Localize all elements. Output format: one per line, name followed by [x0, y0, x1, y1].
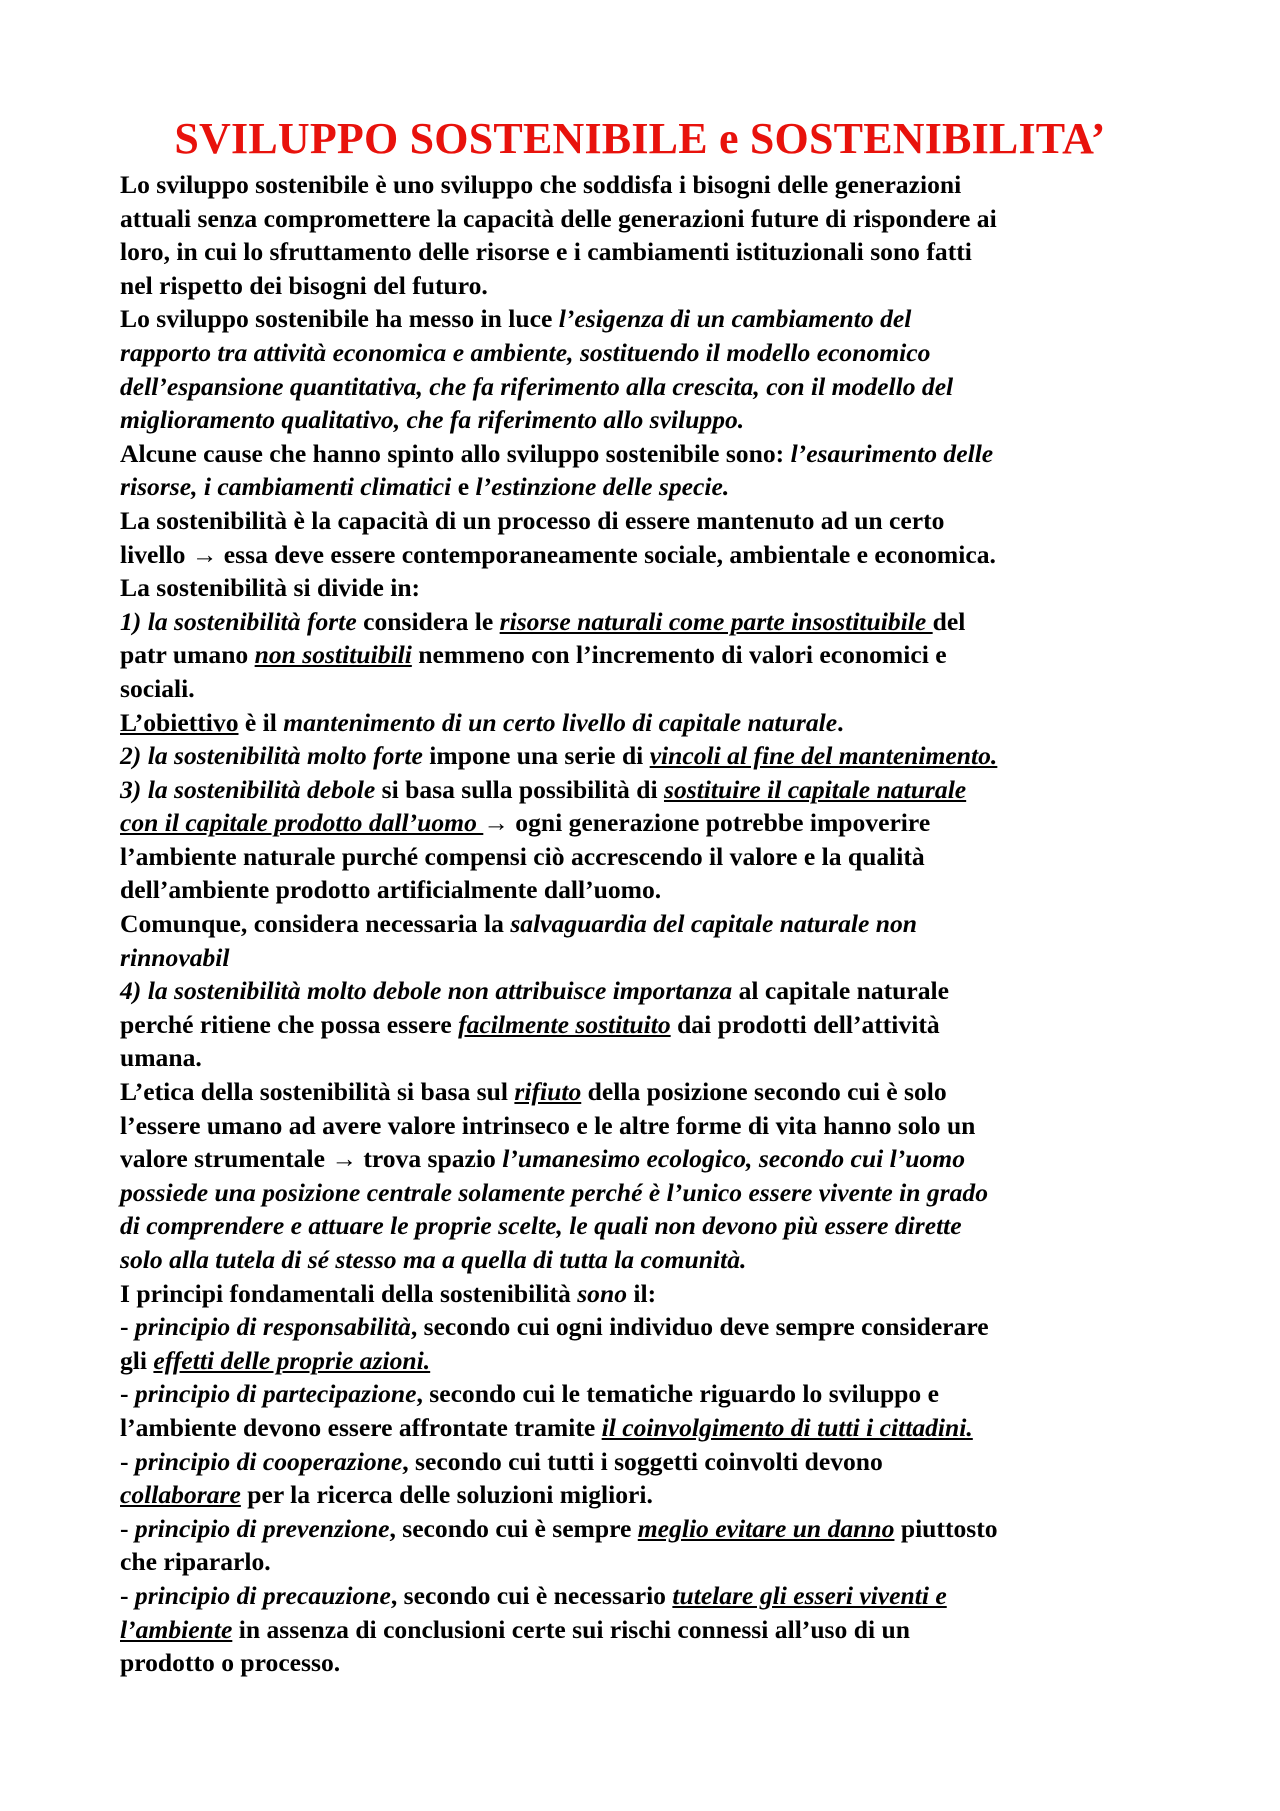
text-line: [120, 1377, 1160, 1411]
italic-text: possiede una posizione centrale solamente perché è l’unico essere vivente in grado: [120, 1177, 988, 1207]
text-segment: che ripararlo.: [120, 1547, 271, 1577]
text-segment: l’ambiente naturale purché compensi ciò accrescendo il valore e la qualità: [120, 841, 925, 871]
text-segment: Comunque, considera necessaria la: [120, 909, 511, 939]
italic-text: di comprendere e attuare le proprie scelte, le quali non devono più essere dirette: [120, 1211, 962, 1241]
text-segment: per la ricerca delle soluzioni migliori.: [240, 1480, 653, 1510]
text-segment: livello → essa deve essere contemporaneamente sociale, ambientale e economica.: [120, 539, 996, 569]
italic-text: l’esaurimento delle: [790, 438, 994, 468]
text-line: [120, 571, 1160, 605]
text-line: [120, 773, 1160, 807]
text-line: [120, 873, 1160, 907]
text-segment: -: [120, 1580, 135, 1610]
text-segment: , secondo cui le tematiche riguardo lo sviluppo e: [416, 1379, 939, 1409]
text-line: [120, 739, 1160, 773]
text-segment: -: [120, 1513, 135, 1543]
text-line: [120, 336, 1160, 370]
text-segment: , secondo cui è sempre: [389, 1513, 638, 1543]
italic-text: dell’espansione quantitativa, che fa riferimento alla crescita, con il modello del: [120, 371, 954, 401]
italic-text: principio di precauzione: [134, 1580, 391, 1610]
text-line: [120, 840, 1160, 874]
text-segment: e: [451, 472, 476, 502]
text-segment: , secondo cui ogni individuo deve sempre considerare: [410, 1312, 989, 1342]
text-line: [120, 235, 1160, 269]
document-body: [120, 168, 1160, 1680]
text-line: [120, 638, 1160, 672]
underlined-text: collaborare: [120, 1480, 241, 1510]
italic-text: sono: [577, 1278, 627, 1308]
text-segment: , secondo cui è necessario: [390, 1580, 673, 1610]
text-segment: attuali senza compromettere la capacità delle generazioni future di rispondere ai: [120, 203, 997, 233]
italic-text: mantenimento di un certo livello di capitale naturale: [283, 707, 838, 737]
italic-text: l’estinzione delle specie.: [475, 472, 730, 502]
text-line: [120, 1277, 1160, 1311]
text-segment: La sostenibilità è la capacità di un processo di essere mantenuto ad un certo: [120, 505, 945, 535]
text-segment: -: [120, 1312, 135, 1342]
text-line: [120, 1545, 1160, 1579]
text-segment: loro, in cui lo sfruttamento delle risorse e i cambiamenti istituzionali sono fatti: [120, 237, 972, 267]
italic-text: rapporto tra attività economica e ambiente, sostituendo il modello economico: [120, 337, 931, 367]
italic-text: 2) la sostenibilità molto forte: [120, 741, 423, 771]
text-line: [120, 605, 1160, 639]
underlined-text: con il capitale prodotto dall’uomo: [120, 808, 484, 838]
text-segment: valore strumentale → trova spazio: [120, 1144, 503, 1174]
text-segment: perché ritiene che possa essere: [120, 1009, 459, 1039]
underlined-text: sostituire il capitale naturale: [663, 774, 967, 804]
text-segment: l’essere umano ad avere valore intrinseco e le altre forme di vita hanno solo un: [120, 1110, 976, 1140]
text-line: [120, 1411, 1160, 1445]
text-line: [120, 1613, 1160, 1647]
italic-text: risorse, i cambiamenti climatici: [120, 472, 452, 502]
text-line: [120, 1142, 1160, 1176]
text-segment: gli: [120, 1345, 154, 1375]
text-segment: è il: [238, 707, 284, 737]
underlined-text: risorse naturali come parte insostituibile: [499, 606, 933, 636]
text-segment: patr umano: [120, 640, 255, 670]
text-line: [120, 437, 1160, 471]
text-segment: dell’ambiente prodotto artificialmente dall’uomo.: [120, 875, 662, 905]
text-line: [120, 1344, 1160, 1378]
underlined-text: effetti delle proprie azioni.: [153, 1345, 431, 1375]
text-line: [120, 1579, 1160, 1613]
text-segment: umana.: [120, 1043, 202, 1073]
text-segment: l’ambiente devono essere affrontate tramite: [120, 1412, 602, 1442]
underlined-text: meglio evitare un danno: [637, 1513, 895, 1543]
text-segment: dai prodotti dell’attività: [670, 1009, 940, 1039]
text-line: [120, 1646, 1160, 1680]
text-segment: nemmeno con l’incremento di valori economici e: [411, 640, 947, 670]
underlined-text: tutelare gli esseri viventi e: [672, 1580, 947, 1610]
text-segment: I principi fondamentali della sostenibilità: [120, 1278, 578, 1308]
text-line: [120, 1176, 1160, 1210]
text-segment: → ogni generazione potrebbe impoverire: [483, 808, 931, 838]
italic-text: miglioramento qualitativo, che fa riferimento allo sviluppo.: [120, 405, 745, 435]
italic-text: rinnovabil: [120, 942, 230, 972]
text-segment: sociali.: [120, 673, 195, 703]
italic-text: principio di partecipazione: [134, 1379, 417, 1409]
underlined-text: non sostituibili: [254, 640, 412, 670]
underlined-text: rifiuto: [514, 1077, 582, 1107]
text-segment: Alcune cause che hanno spinto allo sviluppo sostenibile sono:: [120, 438, 791, 468]
document-page: [120, 112, 1160, 1680]
text-segment: L’etica della sostenibilità si basa sul: [120, 1077, 515, 1107]
text-segment: piuttosto: [894, 1513, 998, 1543]
text-segment: al capitale naturale: [732, 976, 949, 1006]
text-line: [120, 1209, 1160, 1243]
text-segment: si basa sulla possibilità di: [375, 774, 664, 804]
text-line: [120, 1512, 1160, 1546]
italic-text: 3) la sostenibilità debole: [120, 774, 376, 804]
text-line: [120, 1109, 1160, 1143]
text-segment: del: [932, 606, 966, 636]
italic-text: principio di prevenzione: [134, 1513, 390, 1543]
italic-text: principio di responsabilità: [134, 1312, 411, 1342]
underlined-text: L’obiettivo: [120, 707, 239, 737]
text-line: [120, 941, 1160, 975]
text-line: [120, 269, 1160, 303]
text-line: [120, 672, 1160, 706]
text-line: [120, 1310, 1160, 1344]
document-title: SVILUPPO SOSTENIBILE e SOSTENIBILITA’: [174, 114, 1106, 163]
text-line: [120, 1075, 1160, 1109]
text-segment: -: [120, 1379, 135, 1409]
text-line: [120, 302, 1160, 336]
text-line: [120, 370, 1160, 404]
text-line: [120, 1041, 1160, 1075]
italic-text: solo alla tutela di sé stesso ma a quella di tutta la comunità.: [120, 1245, 747, 1274]
text-line: [120, 907, 1160, 941]
text-segment: La sostenibilità si divide in:: [120, 573, 421, 603]
underlined-text: l’ambiente: [120, 1614, 233, 1644]
italic-text: l’esigenza di un cambiamento del: [558, 304, 912, 334]
text-line: [120, 1445, 1160, 1479]
text-line: [120, 974, 1160, 1008]
text-line: [120, 504, 1160, 538]
text-segment: impone una serie di: [422, 741, 650, 771]
text-segment: della posizione secondo cui è solo: [581, 1077, 947, 1107]
underlined-text: il coinvolgimento di tutti i cittadini.: [601, 1412, 973, 1442]
text-segment: considera le: [356, 606, 500, 636]
text-segment: nel rispetto dei bisogni del futuro.: [120, 270, 488, 300]
text-line: [120, 168, 1160, 202]
italic-text: principio di cooperazione: [134, 1446, 403, 1476]
text-line: [120, 403, 1160, 437]
underlined-text: facilmente sostituito: [458, 1009, 671, 1039]
italic-text: 1) la sostenibilità forte: [120, 606, 357, 636]
italic-text: salvaguardia del capitale naturale non: [510, 909, 918, 939]
italic-text: l’umanesimo ecologico, secondo cui l’uomo: [502, 1144, 966, 1174]
text-line: [120, 1243, 1160, 1277]
text-segment: in assenza di conclusioni certe sui rischi connessi all’uso di un: [232, 1614, 910, 1644]
text-line: [120, 806, 1160, 840]
text-segment: il:: [627, 1278, 657, 1308]
text-line: [120, 1008, 1160, 1042]
underlined-text: vincoli al fine del mantenimento.: [649, 741, 998, 771]
text-segment: prodotto o processo.: [120, 1648, 341, 1678]
text-line: [120, 538, 1160, 572]
italic-text: 4) la sostenibilità molto debole non attribuisce importanza: [120, 976, 733, 1006]
text-line: [120, 202, 1160, 236]
text-segment: -: [120, 1446, 135, 1476]
text-segment: .: [837, 707, 844, 737]
text-segment: , secondo cui tutti i soggetti coinvolti devono: [402, 1446, 883, 1476]
text-line: [120, 470, 1160, 504]
text-line: [120, 706, 1160, 740]
text-line: [120, 1478, 1160, 1512]
text-segment: Lo sviluppo sostenibile ha messo in luce: [120, 304, 559, 334]
text-segment: Lo sviluppo sostenibile è uno sviluppo che soddisfa i bisogni delle generazioni: [120, 170, 962, 199]
